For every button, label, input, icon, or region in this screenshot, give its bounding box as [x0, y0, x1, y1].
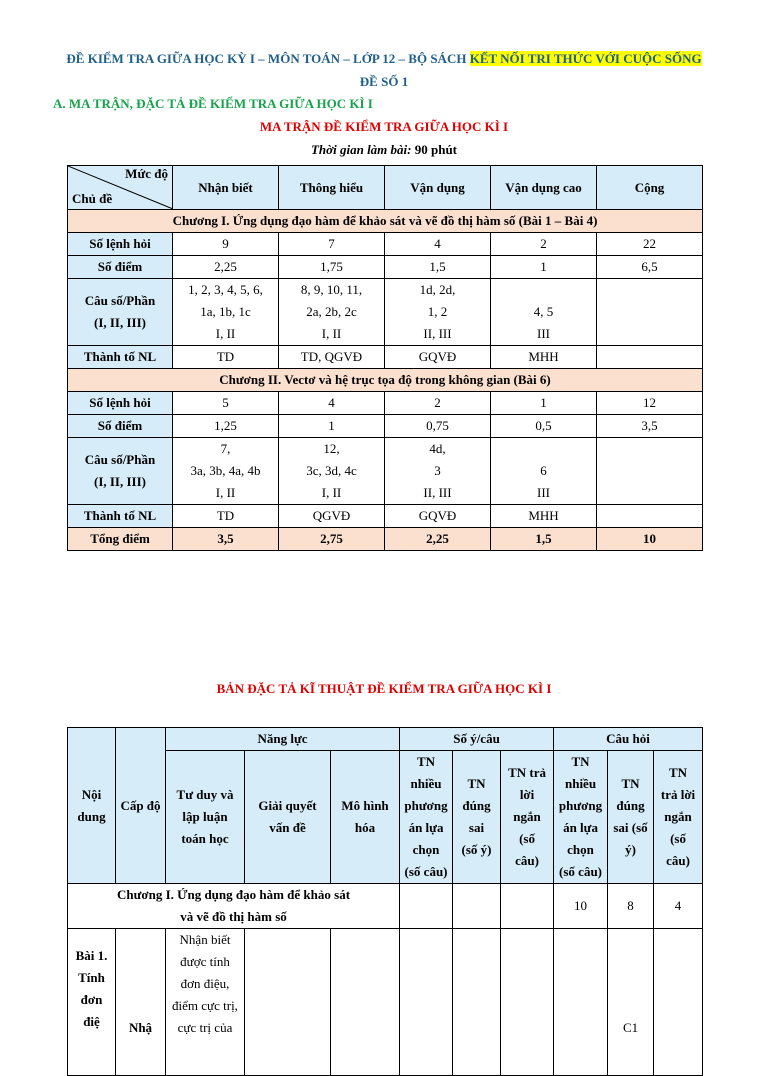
table-cell [654, 929, 703, 1076]
table-cell: 0,75 [385, 415, 491, 438]
header-nang-luc: Năng lực [166, 728, 400, 751]
cell-line: 4d, [429, 441, 446, 456]
cell-line: 6 [540, 463, 547, 478]
document-title-line [0, 50, 768, 68]
header-line: sai (số [613, 820, 648, 835]
header-line: TN [621, 776, 640, 791]
lesson-line: Tính [78, 970, 105, 985]
col-header: Vận dụng cao [491, 166, 597, 210]
cell-line: I, II [321, 326, 342, 341]
header-line: câu) [666, 853, 690, 868]
cell-line: 3c, 3d, 4c [306, 463, 357, 478]
header-line: sai [468, 820, 485, 835]
cell-line: 1, 2 [427, 304, 448, 319]
lesson-line: Bài 1. [75, 948, 108, 963]
header-c-nlpa [554, 751, 608, 884]
header-line: toán học [181, 831, 229, 846]
header-line: chọn [412, 842, 440, 857]
header-line: Tư duy và [176, 787, 234, 802]
row-label-line: (I, II, III) [93, 315, 146, 330]
table-cell: 1,25 [173, 415, 279, 438]
row-label: Số điểm [68, 256, 173, 279]
col-header: Vận dụng [385, 166, 491, 210]
chapter-row [68, 210, 703, 233]
header-line: án lựa [563, 820, 598, 835]
table-cell [400, 929, 453, 1076]
chapter-line: và vẽ đồ thị hàm số [180, 909, 287, 924]
table-cell: 7 [279, 233, 385, 256]
table-cell: QGVĐ [279, 505, 385, 528]
table-cell: 1 [491, 256, 597, 279]
col-header: Thông hiểu [279, 166, 385, 210]
table-cell: 12 [597, 392, 703, 415]
table-cell [597, 279, 703, 346]
desc-line: đơn điệu, [180, 976, 230, 991]
col-header: Nhận biết [173, 166, 279, 210]
cell-line: 3a, 3b, 4a, 4b [190, 463, 261, 478]
table-row [68, 415, 703, 438]
row-label [68, 279, 173, 346]
header-line: vấn đề [269, 820, 306, 835]
table-cell [597, 505, 703, 528]
header-line: (số [670, 831, 686, 846]
table-cell [597, 346, 703, 369]
cell-line: I, II [321, 485, 342, 500]
header-line: câu) [515, 853, 539, 868]
table-cell [453, 884, 501, 929]
lesson-line: đơn [80, 992, 103, 1007]
header-line: Giải quyết [258, 798, 317, 813]
cell-line: III [537, 326, 550, 341]
cell-line: 4, 5 [533, 304, 554, 319]
header-tn-tln [501, 751, 554, 884]
header-line: TN [416, 754, 436, 769]
table-cell: 3,5 [597, 415, 703, 438]
chapter-title [68, 884, 400, 929]
title-plain: ĐỀ KIỂM TRA GIỮA HỌC KỲ I – MÔN TOÁN – LỚP 12 – BỘ SÁCH [66, 51, 470, 66]
desc-line: điểm cực trị, [172, 998, 238, 1013]
table-cell [331, 929, 400, 1076]
header-line: TN trả [508, 765, 546, 780]
header-tn-nlpa [400, 751, 453, 884]
header-gqvd [245, 751, 331, 884]
total-cell: 2,25 [385, 528, 491, 551]
table-cell: C1 [608, 929, 654, 1076]
header-line: Mô hình [341, 798, 389, 813]
header-line: phương [404, 798, 448, 813]
header-line: (số câu) [559, 864, 603, 879]
header-line: lời [519, 787, 535, 802]
table-cell: 4 [385, 233, 491, 256]
table-cell: 2 [491, 233, 597, 256]
table-cell: TD [173, 346, 279, 369]
table-row [68, 438, 703, 505]
table-cell [400, 884, 453, 929]
cell-line: I, II [215, 485, 236, 500]
table-row [68, 233, 703, 256]
row-label: Thành tố NL [68, 505, 173, 528]
total-cell: 3,5 [173, 528, 279, 551]
total-row [68, 528, 703, 551]
table-cell [554, 929, 608, 1076]
table-cell: 1 [491, 392, 597, 415]
header-line: ngắn [664, 809, 692, 824]
desc-line: được tính [180, 954, 230, 969]
header-line: TN [669, 765, 688, 780]
cell-line: 1a, 1b, 1c [200, 304, 251, 319]
table-row [68, 279, 703, 346]
cell-line: 3 [434, 463, 441, 478]
header-line: (số [519, 831, 535, 846]
table-cell: TD [173, 505, 279, 528]
header-line: phương [558, 798, 603, 813]
table-cell [385, 438, 491, 505]
lesson-line: điệ [83, 1014, 100, 1029]
table-cell [245, 929, 331, 1076]
header-mhh [331, 751, 400, 884]
table-row [68, 346, 703, 369]
desc-line: Nhận biết [179, 932, 231, 947]
table-cell: 22 [597, 233, 703, 256]
chapter-title: Chương II. Vectơ và hệ trục tọa độ trong không gian (Bài 6) [68, 369, 703, 392]
total-cell: 2,75 [279, 528, 385, 551]
header-line: án lựa [408, 820, 444, 835]
spec-header-row [68, 728, 703, 751]
table-cell: 10 [554, 884, 608, 929]
header-line: nhiều [564, 776, 597, 791]
table-cell: TD, QGVĐ [279, 346, 385, 369]
corner-level: Mức độ [125, 166, 168, 181]
table-cell [385, 279, 491, 346]
header-so-y: Số ý/câu [400, 728, 554, 751]
table-cell [453, 929, 501, 1076]
time-label: Thời gian làm bài: [310, 142, 412, 157]
header-line: dung [77, 808, 106, 824]
header-cap-do: Cấp độ [116, 728, 166, 884]
table-cell [501, 929, 554, 1076]
table-cell: 9 [173, 233, 279, 256]
table-cell: 1,5 [385, 256, 491, 279]
table-cell: GQVĐ [385, 346, 491, 369]
table-cell: 4 [654, 884, 703, 929]
header-tn-ds [453, 751, 501, 884]
cell-line: 12, [323, 441, 340, 456]
table-cell [491, 279, 597, 346]
chapter-row [68, 884, 703, 929]
table-cell [279, 438, 385, 505]
table-cell: 2,25 [173, 256, 279, 279]
table-cell [491, 438, 597, 505]
chapter-line: Chương I. Ứng dụng đạo hàm để khảo sát [116, 887, 351, 902]
table-row [68, 505, 703, 528]
row-label: Số lệnh hỏi [68, 233, 173, 256]
table-cell: MHH [491, 505, 597, 528]
header-noi-dung [68, 728, 116, 884]
total-cell: 10 [597, 528, 703, 551]
cell-line: 1d, 2d, [419, 282, 456, 297]
col-header: Cộng [597, 166, 703, 210]
row-label-line: (I, II, III) [93, 474, 146, 489]
table-cell: 1 [279, 415, 385, 438]
header-line: (số câu) [404, 864, 448, 879]
header-line: lập luận [182, 809, 228, 824]
table-cell: 8 [608, 884, 654, 929]
header-c-ds [608, 751, 654, 884]
competency-cell [166, 929, 245, 1076]
matrix-header-row [68, 166, 703, 210]
header-c-tln [654, 751, 703, 884]
row-label: Thành tố NL [68, 346, 173, 369]
exam-number: ĐỀ SỐ 1 [359, 74, 409, 89]
header-cau-hoi: Câu hỏi [554, 728, 703, 751]
table-cell: GQVĐ [385, 505, 491, 528]
header-line: chọn [567, 842, 594, 857]
row-label-line: Câu số/Phần [84, 452, 156, 467]
cell-line: 2a, 2b, 2c [306, 304, 357, 319]
spec-title: BẢN ĐẶC TẢ KĨ THUẬT ĐỀ KIỂM TRA GIỮA HỌC KÌ I [216, 681, 552, 696]
chapter-row [68, 369, 703, 392]
matrix-table [67, 165, 703, 551]
table-cell [279, 279, 385, 346]
cell-line: III [537, 485, 550, 500]
cell-line: 1, 2, 3, 4, 5, 6, [188, 282, 263, 297]
header-line: nhiều [410, 776, 442, 791]
cell-line: I, II [215, 326, 236, 341]
level-cell: Nhậ [116, 929, 166, 1076]
table-cell: 1,75 [279, 256, 385, 279]
header-tu-duy [166, 751, 245, 884]
table-cell [501, 884, 554, 929]
row-label: Tổng điểm [68, 528, 173, 551]
corner-topic: Chủ đề [72, 191, 113, 206]
total-cell: 1,5 [491, 528, 597, 551]
lesson-cell [68, 929, 116, 1076]
corner-cell [68, 166, 173, 210]
cell-line: 8, 9, 10, 11, [300, 282, 363, 297]
section-a-heading: A. MA TRẬN, ĐẶC TẢ ĐỀ KIỂM TRA GIỮA HỌC KÌ I [53, 96, 373, 111]
cell-line: 7, [220, 441, 231, 456]
header-line: TN [467, 776, 486, 791]
table-cell [173, 279, 279, 346]
header-line: Nội [81, 786, 102, 802]
header-line: đúng [462, 798, 491, 813]
row-label-line: Câu số/Phần [84, 293, 156, 308]
row-label: Số điểm [68, 415, 173, 438]
header-line: ý) [625, 842, 636, 857]
header-line: (số ý) [461, 842, 492, 857]
time-value: 90 phút [411, 142, 458, 157]
table-cell: 0,5 [491, 415, 597, 438]
header-line: ngắn [513, 809, 541, 824]
table-cell [597, 438, 703, 505]
table-row [68, 929, 703, 1076]
table-row [68, 392, 703, 415]
time-line [0, 141, 768, 159]
table-cell: 5 [173, 392, 279, 415]
table-cell: 2 [385, 392, 491, 415]
table-cell: MHH [491, 346, 597, 369]
cell-line: II, III [423, 485, 452, 500]
table-row [68, 256, 703, 279]
header-line: đúng [616, 798, 645, 813]
desc-line: cực trị của [177, 1020, 233, 1035]
table-cell: 6,5 [597, 256, 703, 279]
matrix-title: MA TRẬN ĐỀ KIỂM TRA GIỮA HỌC KÌ I [259, 119, 509, 134]
cell-line: II, III [423, 326, 452, 341]
header-line: trả lời [660, 787, 696, 802]
header-line: TN [571, 754, 590, 769]
table-cell: 4 [279, 392, 385, 415]
table-cell [173, 438, 279, 505]
chapter-title: Chương I. Ứng dụng đạo hàm để khảo sát và vẽ đồ thị hàm số (Bài 1 – Bài 4) [68, 210, 703, 233]
row-label [68, 438, 173, 505]
row-label: Số lệnh hỏi [68, 392, 173, 415]
title-highlight: KẾT NỐI TRI THỨC VỚI CUỘC SỐNG [469, 51, 702, 66]
header-line: hóa [354, 820, 376, 835]
